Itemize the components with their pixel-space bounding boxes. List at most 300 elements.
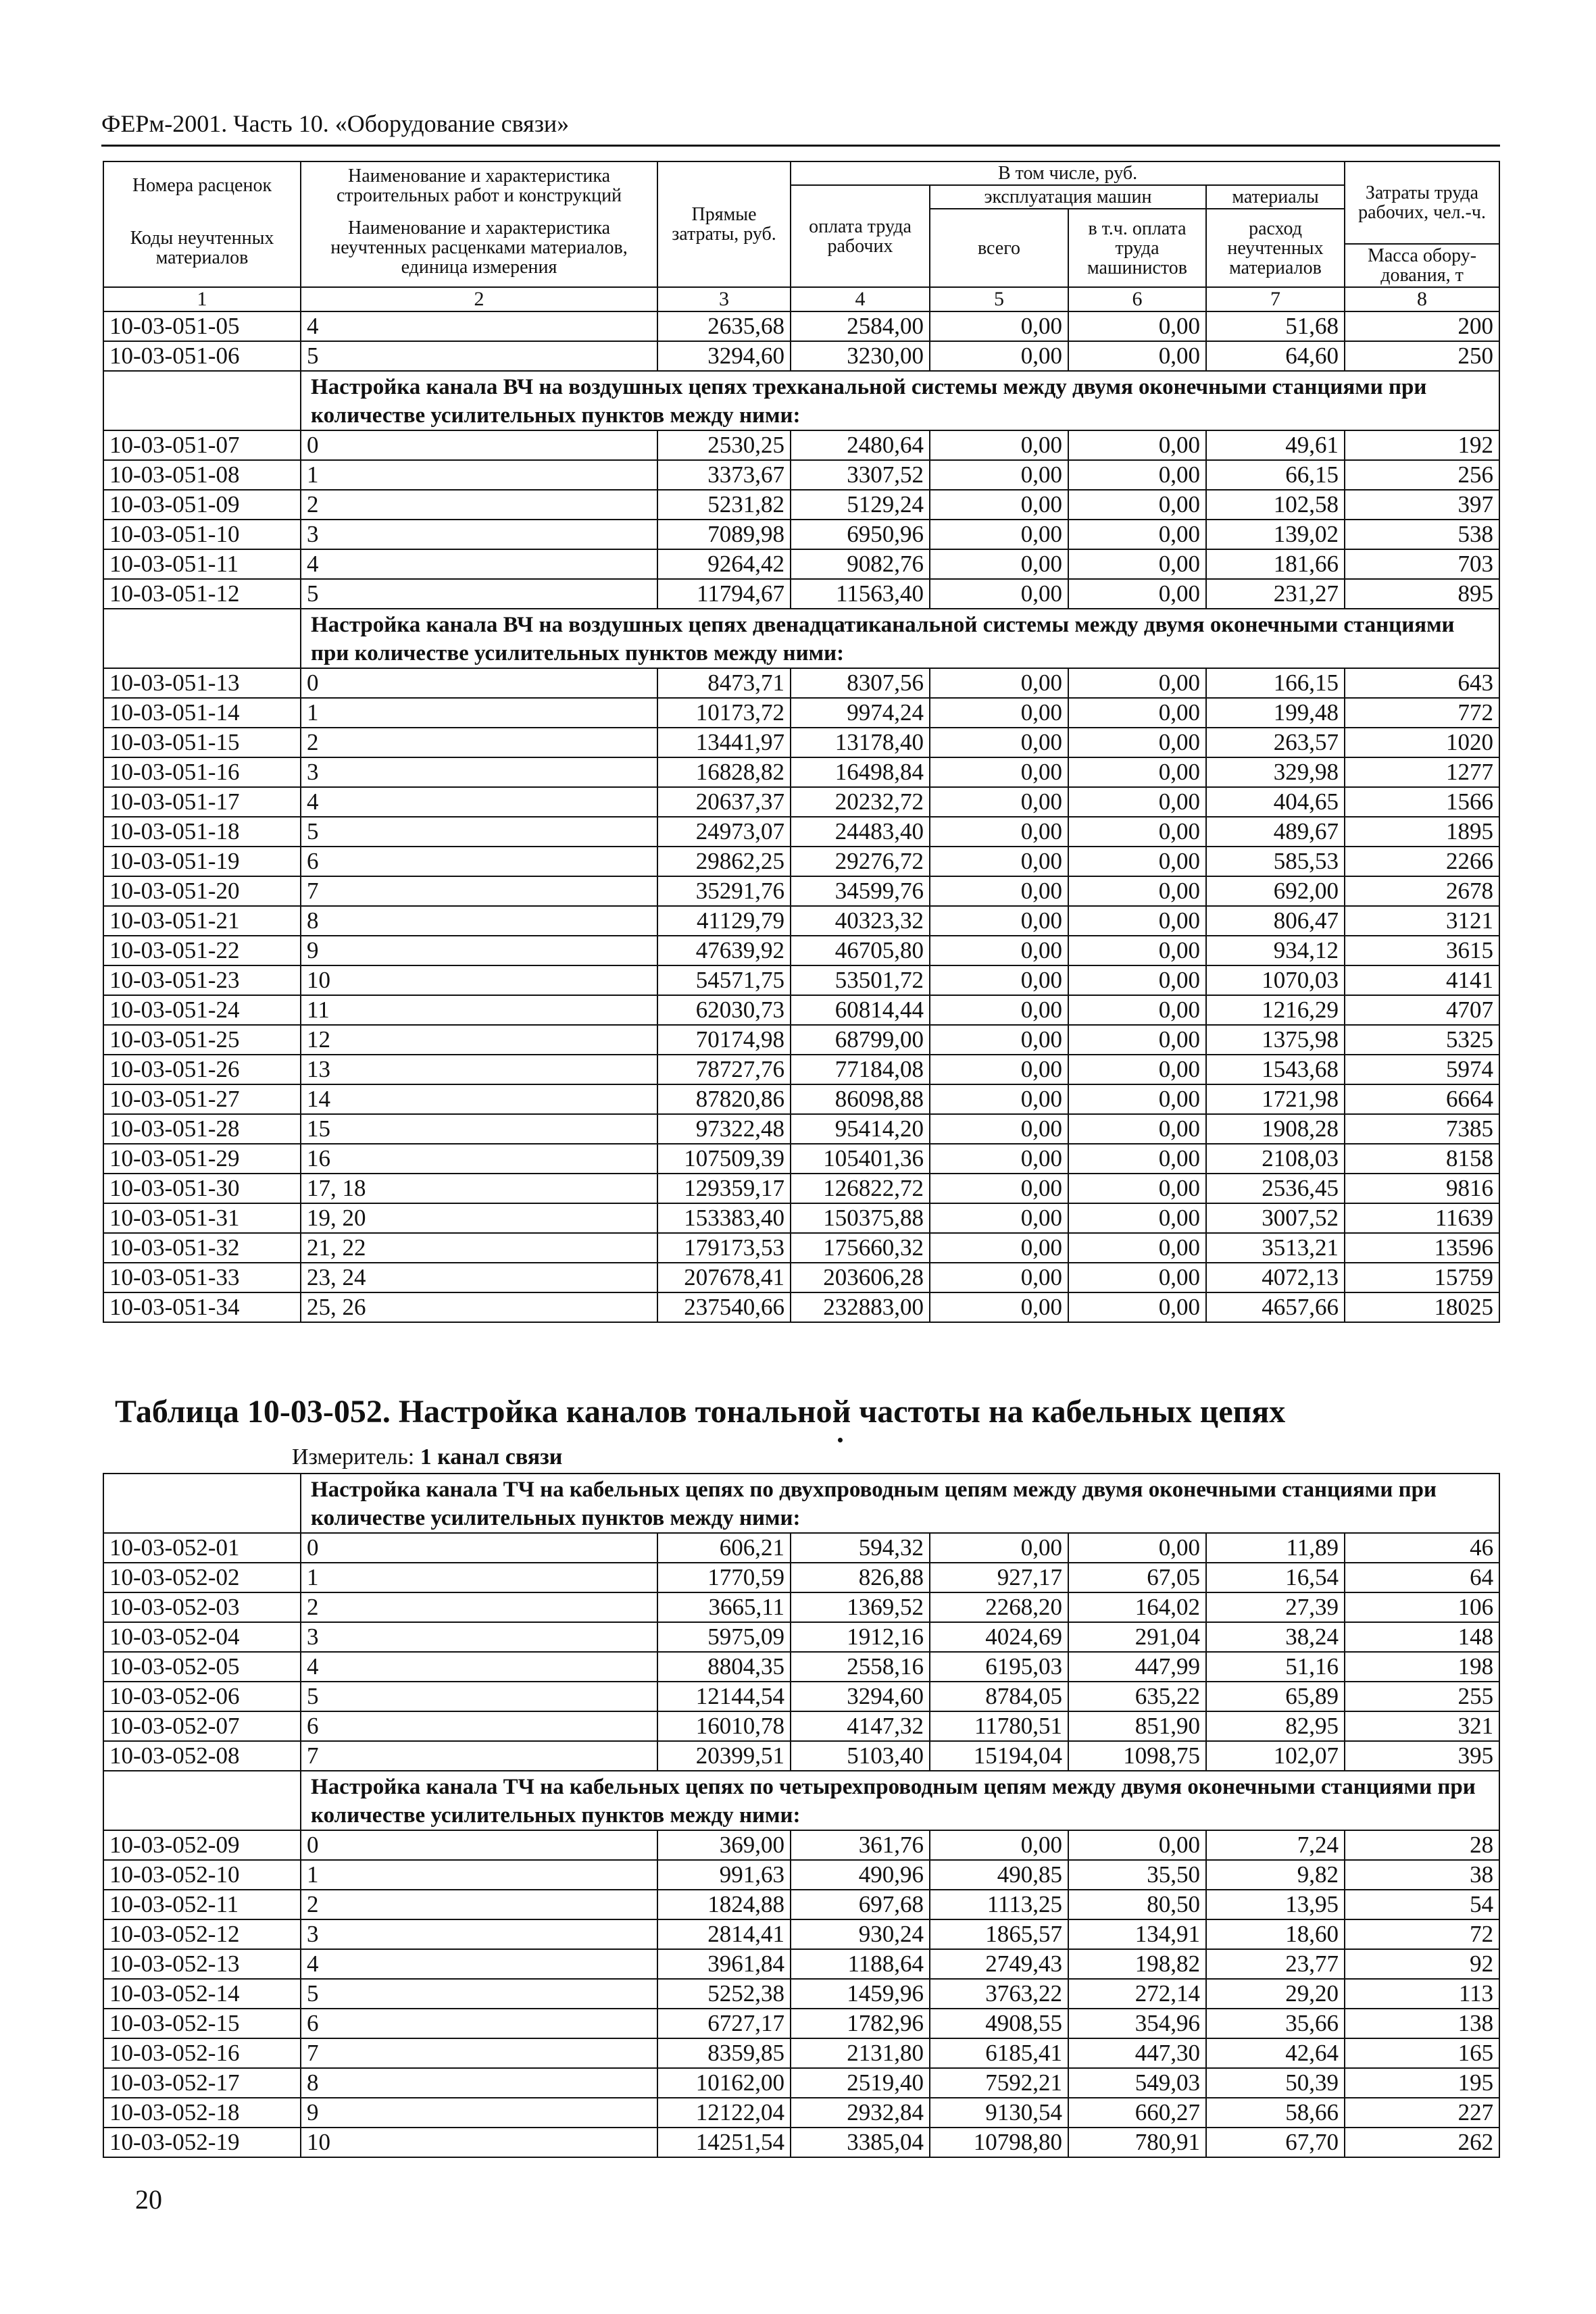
- col-number-5: 5: [930, 287, 1068, 311]
- cell-machines-total: 1113,25: [930, 1890, 1068, 1919]
- cell-materials: 806,47: [1206, 906, 1345, 936]
- cell-item-name: 4: [301, 311, 657, 341]
- cell-materials: 1070,03: [1206, 965, 1345, 995]
- cell-labor-hours: 113: [1345, 1979, 1499, 2009]
- cell-direct-costs: 2530,25: [657, 430, 791, 460]
- cell-labor-hours: 5974: [1345, 1055, 1499, 1084]
- cell-materials: 1375,98: [1206, 1025, 1345, 1055]
- table-row: [103, 2038, 1499, 2068]
- cell-item-name: 5: [301, 817, 657, 847]
- cell-rate-code: 10-03-051-28: [103, 1114, 301, 1144]
- cell-machinists-pay: 291,04: [1068, 1622, 1206, 1652]
- cell-labor-pay: 826,88: [791, 1563, 930, 1592]
- cell-rate-code: 10-03-051-33: [103, 1263, 301, 1292]
- cell-materials: 263,57: [1206, 728, 1345, 757]
- cell-labor-hours: 4141: [1345, 965, 1499, 995]
- table-row: [103, 817, 1499, 847]
- cell-machinists-pay: 0,00: [1068, 1830, 1206, 1860]
- cell-direct-costs: 153383,40: [657, 1203, 791, 1233]
- header-labor-costs: Затраты труда рабочих, чел.-ч.: [1345, 161, 1499, 244]
- cell-direct-costs: 2635,68: [657, 311, 791, 341]
- cell-labor-pay: 1782,96: [791, 2009, 930, 2038]
- table-row: [103, 995, 1499, 1025]
- cell-machinists-pay: 0,00: [1068, 847, 1206, 876]
- cell-labor-pay: 150375,88: [791, 1203, 930, 1233]
- cell-rate-code: 10-03-052-09: [103, 1830, 301, 1860]
- cell-item-name: 14: [301, 1084, 657, 1114]
- scan-speck: [838, 1438, 843, 1442]
- rates-table-10-03-051: [103, 161, 1500, 1323]
- table-row: [103, 2068, 1499, 2098]
- col-number-1: 1: [103, 287, 301, 311]
- cell-item-name: 5: [301, 341, 657, 371]
- cell-machines-total: 8784,05: [930, 1682, 1068, 1711]
- cell-materials: 489,67: [1206, 817, 1345, 847]
- cell-rate-code: 10-03-052-19: [103, 2128, 301, 2157]
- cell-machines-total: 6185,41: [930, 2038, 1068, 2068]
- cell-item-name: 7: [301, 876, 657, 906]
- section-heading-4wire: Настройка канала ТЧ на кабельных цепях по четырехпроводным цепям между двумя оконечными станциями при количестве усилительных пунктов между ними:: [301, 1771, 1499, 1830]
- cell-labor-hours: 895: [1345, 579, 1499, 609]
- cell-materials: 42,64: [1206, 2038, 1345, 2068]
- cell-rate-code: 10-03-052-15: [103, 2009, 301, 2038]
- cell-item-name: 7: [301, 2038, 657, 2068]
- cell-machinists-pay: 0,00: [1068, 341, 1206, 371]
- header-rule: [101, 145, 1500, 147]
- table-row: [103, 1830, 1499, 1860]
- cell-labor-pay: 1912,16: [791, 1622, 930, 1652]
- cell-rate-code: 10-03-051-11: [103, 549, 301, 579]
- table-row: [103, 311, 1499, 341]
- cell-machinists-pay: 198,82: [1068, 1949, 1206, 1979]
- cell-machinists-pay: 635,22: [1068, 1682, 1206, 1711]
- header-incl-machinists: в т.ч. оплата труда машинистов: [1068, 209, 1206, 287]
- cell-labor-pay: 86098,88: [791, 1084, 930, 1114]
- table-row: [103, 1979, 1499, 2009]
- cell-direct-costs: 2814,41: [657, 1919, 791, 1949]
- table-row: [103, 579, 1499, 609]
- cell-labor-pay: 361,76: [791, 1830, 930, 1860]
- table-row: [103, 965, 1499, 995]
- table-row: [103, 698, 1499, 728]
- cell-rate-code: 10-03-051-16: [103, 757, 301, 787]
- cell-labor-hours: 538: [1345, 520, 1499, 549]
- header-material-names: Наименование и характеристика неучтенных расценками материалов, единица измерения: [301, 209, 657, 287]
- cell-machines-total: 0,00: [930, 995, 1068, 1025]
- cell-direct-costs: 8473,71: [657, 668, 791, 698]
- cell-machinists-pay: 164,02: [1068, 1592, 1206, 1622]
- cell-labor-pay: 9974,24: [791, 698, 930, 728]
- cell-machines-total: 1865,57: [930, 1919, 1068, 1949]
- cell-direct-costs: 29862,25: [657, 847, 791, 876]
- table-row: [103, 460, 1499, 490]
- cell-machines-total: 0,00: [930, 757, 1068, 787]
- cell-machinists-pay: 0,00: [1068, 579, 1206, 609]
- cell-labor-hours: 256: [1345, 460, 1499, 490]
- cell-materials: 1908,28: [1206, 1114, 1345, 1144]
- table-row: [103, 1292, 1499, 1322]
- cell-rate-code: 10-03-051-20: [103, 876, 301, 906]
- cell-direct-costs: 9264,42: [657, 549, 791, 579]
- header-total: всего: [930, 209, 1068, 287]
- cell-direct-costs: 11794,67: [657, 579, 791, 609]
- cell-rate-code: 10-03-051-05: [103, 311, 301, 341]
- header-machines: эксплуатация машин: [930, 185, 1206, 209]
- cell-labor-pay: 490,96: [791, 1860, 930, 1890]
- cell-direct-costs: 606,21: [657, 1533, 791, 1563]
- cell-materials: 1721,98: [1206, 1084, 1345, 1114]
- cell-item-name: 5: [301, 1979, 657, 2009]
- header-equipment-mass: Масса обору-дования, т: [1345, 244, 1499, 287]
- cell-item-name: 6: [301, 847, 657, 876]
- cell-labor-pay: 175660,32: [791, 1233, 930, 1263]
- cell-machinists-pay: 0,00: [1068, 1203, 1206, 1233]
- cell-direct-costs: 78727,76: [657, 1055, 791, 1084]
- cell-machinists-pay: 1098,75: [1068, 1741, 1206, 1771]
- cell-machines-total: 927,17: [930, 1563, 1068, 1592]
- cell-machines-total: 0,00: [930, 847, 1068, 876]
- cell-direct-costs: 54571,75: [657, 965, 791, 995]
- cell-item-name: 9: [301, 2098, 657, 2128]
- col-number-2: 2: [301, 287, 657, 311]
- cell-labor-pay: 3385,04: [791, 2128, 930, 2157]
- table2-title: Таблица 10-03-052. Настройка каналов тональной частоты на кабельных цепях: [115, 1394, 1286, 1430]
- cell-item-name: 4: [301, 549, 657, 579]
- cell-item-name: 0: [301, 1533, 657, 1563]
- cell-labor-pay: 8307,56: [791, 668, 930, 698]
- cell-machines-total: 0,00: [930, 311, 1068, 341]
- cell-rate-code: 10-03-052-08: [103, 1741, 301, 1771]
- cell-machinists-pay: 549,03: [1068, 2068, 1206, 2098]
- cell-direct-costs: 8804,35: [657, 1652, 791, 1682]
- header-material-codes: Коды неучтенных материалов: [103, 209, 301, 287]
- cell-machinists-pay: 0,00: [1068, 520, 1206, 549]
- cell-machines-total: 0,00: [930, 1233, 1068, 1263]
- cell-rate-code: 10-03-052-05: [103, 1652, 301, 1682]
- cell-item-name: 23, 24: [301, 1263, 657, 1292]
- cell-rate-code: 10-03-051-15: [103, 728, 301, 757]
- cell-item-name: 4: [301, 1652, 657, 1682]
- table-row: [103, 1263, 1499, 1292]
- cell-rate-code: 10-03-051-14: [103, 698, 301, 728]
- cell-machinists-pay: 0,00: [1068, 311, 1206, 341]
- cell-labor-pay: 16498,84: [791, 757, 930, 787]
- cell-machinists-pay: 354,96: [1068, 2009, 1206, 2038]
- cell-rate-code: 10-03-051-21: [103, 906, 301, 936]
- table-row: [103, 847, 1499, 876]
- cell-item-name: 3: [301, 757, 657, 787]
- cell-direct-costs: 70174,98: [657, 1025, 791, 1055]
- cell-machinists-pay: 780,91: [1068, 2128, 1206, 2157]
- cell-rate-code: 10-03-051-07: [103, 430, 301, 460]
- cell-direct-costs: 107509,39: [657, 1144, 791, 1174]
- table-row: [103, 549, 1499, 579]
- cell-direct-costs: 20399,51: [657, 1741, 791, 1771]
- cell-machines-total: 2268,20: [930, 1592, 1068, 1622]
- cell-machines-total: 0,00: [930, 1114, 1068, 1144]
- cell-labor-hours: 138: [1345, 2009, 1499, 2038]
- cell-rate-code: 10-03-051-12: [103, 579, 301, 609]
- cell-materials: 13,95: [1206, 1890, 1345, 1919]
- cell-labor-hours: 3121: [1345, 906, 1499, 936]
- cell-machines-total: 0,00: [930, 906, 1068, 936]
- header-direct-costs: Прямые затраты, руб.: [657, 161, 791, 287]
- cell-item-name: 25, 26: [301, 1292, 657, 1322]
- cell-labor-hours: 195: [1345, 2068, 1499, 2098]
- cell-item-name: 6: [301, 2009, 657, 2038]
- cell-direct-costs: 24973,07: [657, 817, 791, 847]
- cell-item-name: 5: [301, 1682, 657, 1711]
- cell-machines-total: 0,00: [930, 1025, 1068, 1055]
- table-row: [103, 1025, 1499, 1055]
- cell-direct-costs: 13441,97: [657, 728, 791, 757]
- cell-item-name: 3: [301, 1919, 657, 1949]
- cell-machinists-pay: 0,00: [1068, 936, 1206, 965]
- cell-machinists-pay: 0,00: [1068, 906, 1206, 936]
- cell-materials: 82,95: [1206, 1711, 1345, 1741]
- cell-machinists-pay: 80,50: [1068, 1890, 1206, 1919]
- table-row: [103, 1741, 1499, 1771]
- cell-rate-code: 10-03-051-10: [103, 520, 301, 549]
- cell-materials: 199,48: [1206, 698, 1345, 728]
- cell-rate-code: 10-03-051-13: [103, 668, 301, 698]
- cell-rate-code: 10-03-052-16: [103, 2038, 301, 2068]
- cell-item-name: 17, 18: [301, 1174, 657, 1203]
- cell-machinists-pay: 0,00: [1068, 1114, 1206, 1144]
- cell-materials: 66,15: [1206, 460, 1345, 490]
- cell-materials: 49,61: [1206, 430, 1345, 460]
- header-labor-pay: оплата труда рабочих: [791, 185, 930, 287]
- cell-rate-code: 10-03-051-25: [103, 1025, 301, 1055]
- cell-machines-total: 4024,69: [930, 1622, 1068, 1652]
- cell-machinists-pay: 0,00: [1068, 1292, 1206, 1322]
- table-row: [103, 520, 1499, 549]
- cell-machinists-pay: 0,00: [1068, 698, 1206, 728]
- cell-labor-pay: 4147,32: [791, 1711, 930, 1741]
- table-row: [103, 1890, 1499, 1919]
- table-row: [103, 430, 1499, 460]
- cell-labor-pay: 11563,40: [791, 579, 930, 609]
- cell-machines-total: 0,00: [930, 549, 1068, 579]
- cell-rate-code: 10-03-051-27: [103, 1084, 301, 1114]
- cell-rate-code: 10-03-051-23: [103, 965, 301, 995]
- cell-labor-hours: 198: [1345, 1652, 1499, 1682]
- cell-machines-total: 0,00: [930, 817, 1068, 847]
- cell-materials: 18,60: [1206, 1919, 1345, 1949]
- cell-machines-total: 10798,80: [930, 2128, 1068, 2157]
- cell-direct-costs: 12144,54: [657, 1682, 791, 1711]
- cell-labor-pay: 1369,52: [791, 1592, 930, 1622]
- cell-item-name: 1: [301, 1563, 657, 1592]
- cell-labor-hours: 262: [1345, 2128, 1499, 2157]
- cell-item-name: 21, 22: [301, 1233, 657, 1263]
- table-row: [103, 1711, 1499, 1741]
- col-number-6: 6: [1068, 287, 1206, 311]
- cell-labor-hours: 1566: [1345, 787, 1499, 817]
- cell-rate-code: 10-03-051-06: [103, 341, 301, 371]
- cell-direct-costs: 6727,17: [657, 2009, 791, 2038]
- cell-direct-costs: 12122,04: [657, 2098, 791, 2128]
- cell-labor-hours: 46: [1345, 1533, 1499, 1563]
- cell-materials: 65,89: [1206, 1682, 1345, 1711]
- cell-labor-hours: 397: [1345, 490, 1499, 520]
- cell-labor-hours: 192: [1345, 430, 1499, 460]
- cell-labor-pay: 594,32: [791, 1533, 930, 1563]
- cell-machinists-pay: 0,00: [1068, 1025, 1206, 1055]
- cell-direct-costs: 62030,73: [657, 995, 791, 1025]
- cell-rate-code: 10-03-051-29: [103, 1144, 301, 1174]
- cell-direct-costs: 369,00: [657, 1830, 791, 1860]
- cell-labor-pay: 20232,72: [791, 787, 930, 817]
- cell-direct-costs: 14251,54: [657, 2128, 791, 2157]
- header-work-name: Наименование и характеристика строительных работ и конструкций: [301, 161, 657, 209]
- cell-machinists-pay: 0,00: [1068, 757, 1206, 787]
- cell-machinists-pay: 0,00: [1068, 668, 1206, 698]
- cell-rate-code: 10-03-051-22: [103, 936, 301, 965]
- cell-labor-pay: 3230,00: [791, 341, 930, 371]
- cell-materials: 2108,03: [1206, 1144, 1345, 1174]
- cell-direct-costs: 16010,78: [657, 1711, 791, 1741]
- cell-materials: 27,39: [1206, 1592, 1345, 1622]
- cell-rate-code: 10-03-052-02: [103, 1563, 301, 1592]
- cell-labor-pay: 53501,72: [791, 965, 930, 995]
- cell-direct-costs: 5975,09: [657, 1622, 791, 1652]
- cell-rate-code: 10-03-052-12: [103, 1919, 301, 1949]
- cell-materials: 23,77: [1206, 1949, 1345, 1979]
- cell-direct-costs: 991,63: [657, 1860, 791, 1890]
- cell-rate-code: 10-03-051-17: [103, 787, 301, 817]
- table-row: [103, 490, 1499, 520]
- cell-item-name: 8: [301, 2068, 657, 2098]
- cell-materials: 585,53: [1206, 847, 1345, 876]
- cell-labor-hours: 250: [1345, 341, 1499, 371]
- cell-machines-total: 2749,43: [930, 1949, 1068, 1979]
- cell-materials: 11,89: [1206, 1533, 1345, 1563]
- cell-materials: 3513,21: [1206, 1233, 1345, 1263]
- cell-rate-code: 10-03-051-18: [103, 817, 301, 847]
- cell-labor-pay: 3307,52: [791, 460, 930, 490]
- cell-rate-code: 10-03-052-14: [103, 1979, 301, 2009]
- cell-machines-total: 0,00: [930, 668, 1068, 698]
- cell-machinists-pay: 272,14: [1068, 1979, 1206, 2009]
- cell-labor-hours: 321: [1345, 1711, 1499, 1741]
- cell-materials: 7,24: [1206, 1830, 1345, 1860]
- cell-labor-hours: 54: [1345, 1890, 1499, 1919]
- meter-value: 1 канал связи: [420, 1444, 563, 1469]
- cell-direct-costs: 16828,82: [657, 757, 791, 787]
- cell-item-name: 1: [301, 1860, 657, 1890]
- header-rate-numbers: Номера расценок: [103, 161, 301, 209]
- cell-direct-costs: 10162,00: [657, 2068, 791, 2098]
- cell-machinists-pay: 0,00: [1068, 549, 1206, 579]
- cell-rate-code: 10-03-051-30: [103, 1174, 301, 1203]
- cell-rate-code: 10-03-052-18: [103, 2098, 301, 2128]
- cell-item-name: 10: [301, 965, 657, 995]
- table-row: [103, 1949, 1499, 1979]
- cell-rate-code: 10-03-052-03: [103, 1592, 301, 1622]
- cell-labor-pay: 2558,16: [791, 1652, 930, 1682]
- col-number-7: 7: [1206, 287, 1345, 311]
- running-head: ФЕРм-2001. Часть 10. «Оборудование связи»: [101, 110, 570, 137]
- cell-machinists-pay: 0,00: [1068, 460, 1206, 490]
- cell-rate-code: 10-03-052-06: [103, 1682, 301, 1711]
- cell-direct-costs: 47639,92: [657, 936, 791, 965]
- cell-labor-hours: 227: [1345, 2098, 1499, 2128]
- cell-machines-total: 0,00: [930, 1203, 1068, 1233]
- cell-machines-total: 11780,51: [930, 1711, 1068, 1741]
- cell-machinists-pay: 0,00: [1068, 1233, 1206, 1263]
- cell-machines-total: 0,00: [930, 728, 1068, 757]
- cell-labor-hours: 255: [1345, 1682, 1499, 1711]
- cell-labor-hours: 9816: [1345, 1174, 1499, 1203]
- cell-labor-pay: 2584,00: [791, 311, 930, 341]
- cell-rate-code: 10-03-052-17: [103, 2068, 301, 2098]
- header-including: В том числе, руб.: [791, 161, 1345, 185]
- cell-materials: 181,66: [1206, 549, 1345, 579]
- cell-direct-costs: 1770,59: [657, 1563, 791, 1592]
- cell-rate-code: 10-03-051-24: [103, 995, 301, 1025]
- table-row: [103, 1682, 1499, 1711]
- cell-materials: 67,70: [1206, 2128, 1345, 2157]
- cell-rate-code: 10-03-052-04: [103, 1622, 301, 1652]
- table-row: [103, 668, 1499, 698]
- cell-direct-costs: 10173,72: [657, 698, 791, 728]
- cell-materials: 16,54: [1206, 1563, 1345, 1592]
- cell-labor-pay: 13178,40: [791, 728, 930, 757]
- cell-machinists-pay: 0,00: [1068, 1055, 1206, 1084]
- cell-labor-hours: 643: [1345, 668, 1499, 698]
- table-row: [103, 1114, 1499, 1144]
- cell-materials: 934,12: [1206, 936, 1345, 965]
- section-heading-12ch: Настройка канала ВЧ на воздушных цепях двенадцатиканальной системы между двумя оконечными станциями при количестве усилительных пунктов между ними:: [301, 609, 1499, 668]
- table-row: [103, 1592, 1499, 1622]
- cell-item-name: 9: [301, 936, 657, 965]
- cell-item-name: 8: [301, 906, 657, 936]
- cell-machines-total: 15194,04: [930, 1741, 1068, 1771]
- cell-machines-total: 0,00: [930, 876, 1068, 906]
- section-heading-2wire: Настройка канала ТЧ на кабельных цепях по двухпроводным цепям между двумя оконечными станциями при количестве усилительных пунктов между ними:: [301, 1474, 1499, 1533]
- cell-item-name: 6: [301, 1711, 657, 1741]
- cell-rate-code: 10-03-051-26: [103, 1055, 301, 1084]
- cell-materials: 35,66: [1206, 2009, 1345, 2038]
- cell-labor-pay: 1459,96: [791, 1979, 930, 2009]
- cell-materials: 64,60: [1206, 341, 1345, 371]
- cell-machinists-pay: 35,50: [1068, 1860, 1206, 1890]
- cell-labor-hours: 15759: [1345, 1263, 1499, 1292]
- cell-machines-total: 0,00: [930, 1055, 1068, 1084]
- cell-materials: 1216,29: [1206, 995, 1345, 1025]
- cell-item-name: 2: [301, 1592, 657, 1622]
- cell-labor-pay: 95414,20: [791, 1114, 930, 1144]
- cell-materials: 58,66: [1206, 2098, 1345, 2128]
- cell-item-name: 19, 20: [301, 1203, 657, 1233]
- cell-labor-pay: 46705,80: [791, 936, 930, 965]
- cell-item-name: 0: [301, 430, 657, 460]
- cell-labor-pay: 930,24: [791, 1919, 930, 1949]
- cell-machinists-pay: 660,27: [1068, 2098, 1206, 2128]
- cell-machines-total: 0,00: [930, 1292, 1068, 1322]
- cell-machinists-pay: 0,00: [1068, 1144, 1206, 1174]
- table-row: [103, 341, 1499, 371]
- cell-item-name: 12: [301, 1025, 657, 1055]
- cell-labor-pay: 40323,32: [791, 906, 930, 936]
- cell-direct-costs: 87820,86: [657, 1084, 791, 1114]
- cell-machines-total: 0,00: [930, 787, 1068, 817]
- cell-machines-total: 0,00: [930, 430, 1068, 460]
- cell-labor-pay: 2932,84: [791, 2098, 930, 2128]
- cell-direct-costs: 7089,98: [657, 520, 791, 549]
- cell-labor-hours: 11639: [1345, 1203, 1499, 1233]
